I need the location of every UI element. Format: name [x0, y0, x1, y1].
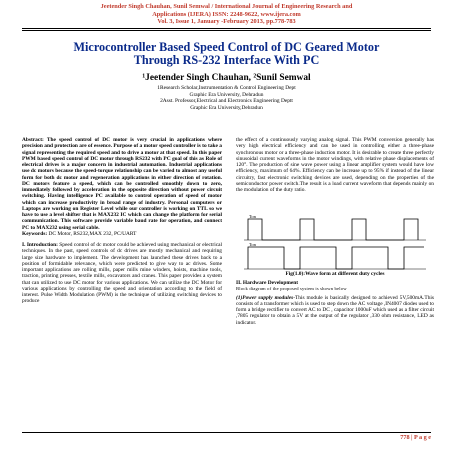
hardware-heading: II. Hardware Development: [236, 280, 299, 286]
page-number: 778 | P a g e: [400, 434, 431, 441]
power-supply-label: (1)Power supply modules: [236, 294, 294, 301]
power-supply-paragraph: [236, 295, 434, 326]
abstract-text: The speed control of DC motor is very crucial in applications where precision and protection are of essence. Purpose of a motor speed controller is to take a signal representing the required speed and to drive a motor at that speed. In this paper PWM based speed control of DC motor through RS232 with PC goal of this as Role of electrical drives is a major concern in industrial automation. Industrial applications use dc motors because the speed-torque relationship can be varied to almost any useful form for both dc motor and regeneration applications in either direction of rotation. DC motors feature a speed, which can be controlled smoothly down to zero, immediately followed by acceleration in the opposite direction without power circuit switching. Having intelligence PC available to control operation of speed of motor which can increase productivity in broad range of industry. Personal computers or Laptops are working on Register Level while our controller is working on TTL so we have to use a level shifter that is MAX232 IC which can change the platform for serial communication. This software provide variable baud rate for operation, and connect PC to MAX232 using serial cable.: [22, 137, 222, 231]
right-column: [236, 137, 434, 193]
keywords-label: Keywords:: [22, 230, 48, 237]
journal-header: [0, 3, 453, 26]
intro-heading: I. Introduction:: [22, 242, 58, 248]
affiliation-3: 2Asst. Professor,Electrical and Electronics Engineering Deptt: [160, 98, 293, 104]
intro-paragraph: [22, 242, 222, 305]
pulse-train-bottom: [248, 247, 424, 269]
waveform-top: [244, 219, 426, 240]
paper-title: [0, 41, 453, 67]
affiliation-4: Graphic Era University,Dehradun: [190, 104, 263, 111]
header-line-2: Applications (IJERA) ISSN: 2248-9622, www.ijera.com: [152, 10, 301, 18]
intro-text: Speed control of dc motor could be achieved using mechanical or electrical techniques. In the past, speed controls of dc drives are mostly mechanical and requiring large size hardware to implement. The development has launched these drives back to a position of formidable relevance, which were predicted to give way to ac drives. Some important applications are rolling mills, paper mills mine winders, hoists, machine tools, traction, printing presses, textile mills, excavators and cranes. This paper provides a system that can utilized to use DC motor for various applications. We can utilize the DC Motor for various applications by controlling the speed and orientation according to the field of interest. Pulse Width Modulation (PWM) is the technique of utilizing switching devices to produce: [22, 242, 222, 305]
title-line-1: Microcontroller Based Speed Control of DC Geared Motor: [73, 40, 380, 54]
waveform-bottom: [244, 247, 426, 269]
header-line-3: Vol. 3, Issue 1, January -February 2013, pp.778-783: [157, 18, 296, 26]
ton-label-top: Ton: [249, 214, 256, 219]
pwm-waveform-figure: [240, 214, 430, 272]
header-line-1: Jeetender Singh Chauhan, Sunil Semwal / International Journal of Engineering Research and: [100, 3, 353, 10]
journal-link[interactable]: www.ijera.com: [260, 10, 301, 18]
pulse-train-top: [248, 219, 418, 240]
affiliation-1: 1Research Scholar,Instrumentation & Control Engineering Dept: [157, 85, 296, 91]
left-column: [22, 137, 222, 305]
authors: ¹Jeetender Singh Chauhan, ²Sunil Semwal: [142, 73, 311, 83]
figure-caption: Fig(1.0):Wave form at different duty cycles: [285, 271, 385, 277]
block-diagram-title: Block diagram of the proposed system is shown below: [236, 286, 347, 292]
title-line-2: Through RS-232 Interface With PC: [133, 53, 320, 67]
header-rule-bottom: [22, 30, 431, 31]
affiliation-2: Graphic Era University, Dehradun: [189, 91, 264, 98]
keywords-text: DC Motor, RS232,MAX 232, PC/UART: [47, 230, 137, 237]
header-issn: Applications (IJERA) ISSN: 2248-9622: [152, 10, 258, 18]
abstract-label: Abstract:: [22, 137, 44, 143]
hardware-section: [236, 280, 434, 326]
keywords: [22, 231, 222, 237]
pwm-paragraph: the effect of a continuously varying analog signal. This PWM conversion generally has very high electrical efficiency and can be used in controlling either a three-phase synchronous motor or a three-phase induction motor. It is desirable to create three perfectly sinusoidal current waveforms in the motor windings, with relative phase displacements of 120°. The production of sine wave power using a linear amplifier system would have low efficiency, maximum of 64%. Efficiency can be increase up to 95% if instead of the linear circuitry, fast electronic switching devices are used, depending on the properties of the semiconductor power switch.The result is a load current waveform that depends mainly on the modulation of the duty ratio.: [236, 137, 434, 193]
abstract: [22, 137, 222, 231]
ton-label-bottom: Ton: [249, 242, 256, 247]
header-rule-top: [22, 28, 431, 29]
footer-rule: [22, 432, 431, 433]
power-supply-text: -This module is basically designed to achieved 5V,500mA.This consists of a transformer which is used to step down the AC voltage ,IN4007 diodes used to form a bridge rectifier to convert AC to DC , capacitor 1000uF which used as a filter circuit ,7805 regulator to obtain a 5V at the output of the regulator ,330 ohm resistance, LED as indicator.: [236, 294, 434, 326]
